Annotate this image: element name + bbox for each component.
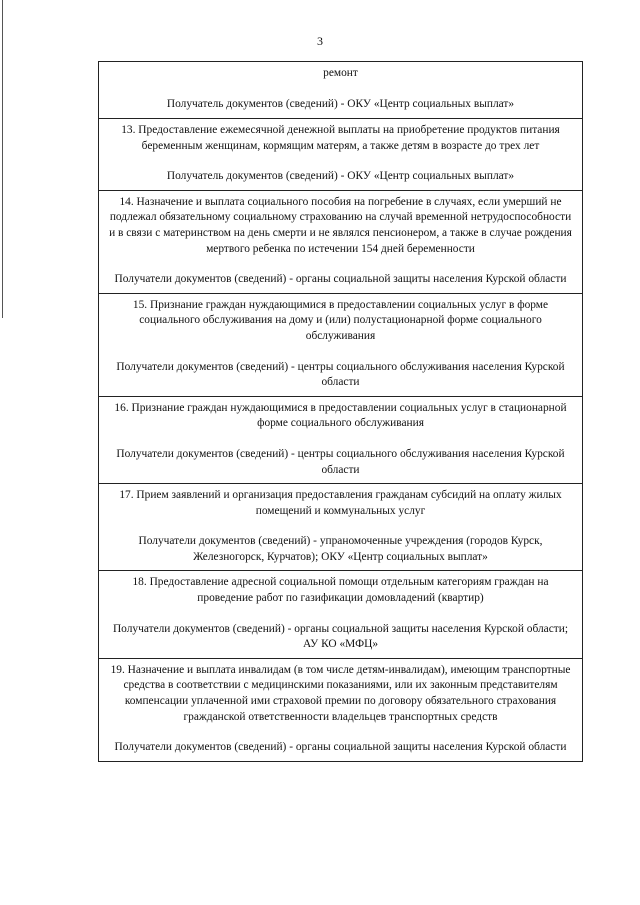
services-table bbox=[98, 61, 583, 762]
service-title: 14. Назначение и выплата социального пособия на погребение в случаях, если умерший не подлежал обязательному социальному страхованию на случай временной нетрудоспособности и в связи с материнством на день смерти и не являлся пенсионером, а также в случае рождения мертвого ребенка по истечении 154 дней беременности bbox=[109, 195, 572, 255]
table-row bbox=[99, 119, 583, 191]
service-title: 18. Предоставление адресной социальной помощи отдельным категориям граждан на проведение работ по газификации домовладений (квартир) bbox=[132, 576, 549, 605]
recipient-text: Получатель документов (сведений) - ОКУ «Центр социальных выплат» bbox=[166, 170, 515, 183]
service-title: 13. Предоставление ежемесячной денежной выплаты на приобретение продуктов питания беременным женщинам, кормящим матерям, а также детям в возрасте до трех лет bbox=[121, 124, 560, 152]
recipient-text: Получатели документов (сведений) - центры социального обслуживания населения Курской области bbox=[116, 447, 565, 476]
recipient-text: Получатели документов (сведений) - упраномоченные учреждения (городов Курск, Железногорск, Курчатов); ОКУ «Центр социальных выплат» bbox=[138, 535, 543, 563]
table-cell bbox=[99, 396, 583, 483]
table-row bbox=[99, 484, 583, 571]
table-row bbox=[99, 571, 583, 658]
recipient-text: Получатели документов (сведений) - органы социальной защиты населения Курской области; АУ КО «МФЦ» bbox=[112, 622, 569, 651]
table-cell bbox=[99, 62, 583, 119]
table-cell bbox=[99, 190, 583, 293]
table-row bbox=[99, 658, 583, 761]
recipient-text: Получатели документов (сведений) - центры социального обслуживания населения Курской области bbox=[116, 360, 565, 389]
page-number: 3 bbox=[317, 34, 323, 48]
recipient-text: Получатели документов (сведений) - органы социальной защиты населения Курской области bbox=[114, 273, 567, 286]
recipient-text: Получатель документов (сведений) - ОКУ «Центр социальных выплат» bbox=[166, 97, 515, 110]
service-title: ремонт bbox=[323, 67, 358, 79]
service-title: 15. Признание граждан нуждающимися в предоставлении социальных услуг в форме социального обслуживания на дому и (или) полустационарной форме социального обслуживания bbox=[132, 298, 549, 342]
table-cell bbox=[99, 484, 583, 571]
table-row bbox=[99, 396, 583, 483]
table-row bbox=[99, 293, 583, 396]
table-cell bbox=[99, 293, 583, 396]
table-cell bbox=[99, 658, 583, 761]
table-cell bbox=[99, 119, 583, 191]
table-cell bbox=[99, 571, 583, 658]
table-row bbox=[99, 190, 583, 293]
service-title: 19. Назначение и выплата инвалидам (в том числе детям-инвалидам), имеющим транспортные средства в соответствии с медицинскими показаниями, или их законным представителям компенсации уплаченной ими страховой премии по договору обязательного страхования гражданской ответственности владельцев транспортных средств bbox=[110, 663, 571, 723]
service-title: 17. Прием заявлений и организация предоставления гражданам субсидий на оплату жилых помещений и коммунальных услуг bbox=[119, 489, 562, 517]
table-row bbox=[99, 62, 583, 119]
recipient-text: Получатели документов (сведений) - органы социальной защиты населения Курской области bbox=[114, 741, 567, 754]
service-title: 16. Признание граждан нуждающимися в предоставлении социальных услуг в стационарной форме социального обслуживания bbox=[114, 401, 567, 430]
